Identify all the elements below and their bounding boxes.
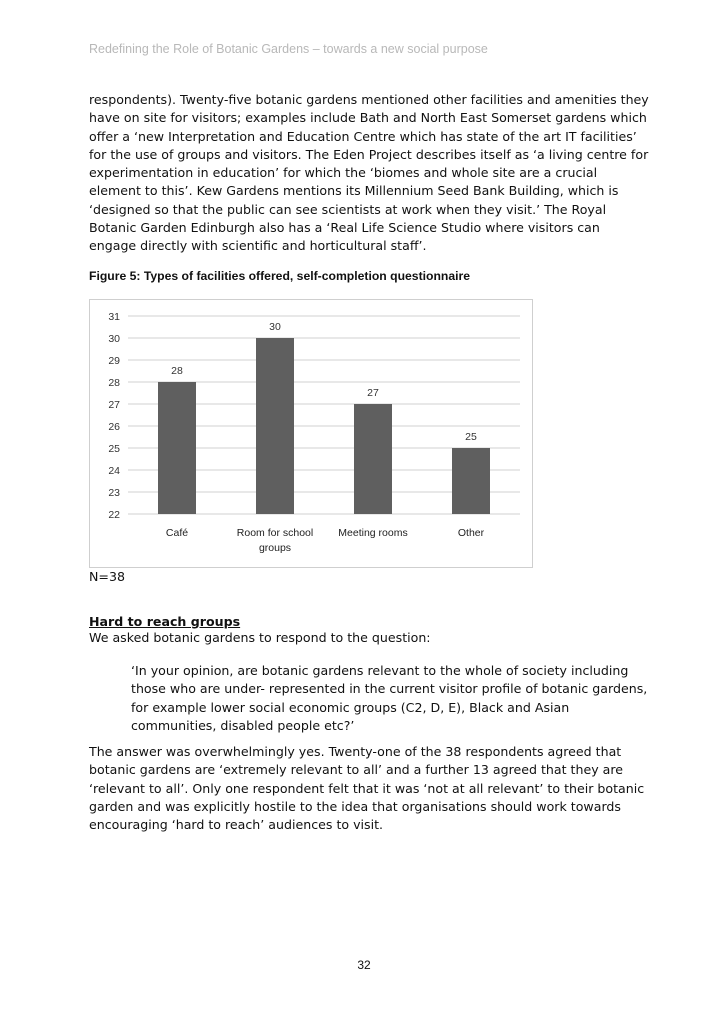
- y-tick-label: 31: [108, 311, 120, 323]
- bar-chart: [89, 299, 533, 568]
- data-label: 25: [465, 431, 477, 443]
- question-lead: We asked botanic gardens to respond to the question:: [89, 630, 431, 645]
- x-category-label-line: Meeting rooms: [338, 527, 408, 539]
- figure-caption: Figure 5: Types of facilities offered, self-completion questionnaire: [89, 269, 471, 283]
- page-number: 32: [357, 958, 371, 972]
- bar: [452, 448, 490, 514]
- x-category-label: [166, 527, 188, 539]
- x-category-label: [338, 527, 407, 539]
- x-category-label-line: groups: [258, 542, 292, 554]
- x-category-label-line: Café: [165, 527, 189, 539]
- x-category-label: [237, 527, 313, 554]
- bar: [354, 404, 392, 514]
- data-label: 28: [171, 365, 183, 377]
- y-tick-label: 30: [108, 333, 120, 345]
- bar: [158, 382, 196, 514]
- y-tick-label: 26: [108, 421, 120, 433]
- x-category-label: [458, 527, 485, 539]
- data-label: 27: [367, 387, 379, 399]
- answer-paragraph: The answer was overwhelmingly yes. Twenty-one of the 38 respondents agreed that botanic gardens are ‘extremely relevant to all’ and a further 13 agreed that they are ‘relevant to all’. Only one respondent felt that it was ‘not at all relevant’ to their botanic garden and was explicitly hostile to the idea that organisations should work towards encouraging ‘hard to reach’ audiences to visit.: [89, 744, 645, 833]
- sample-size-label: N=38: [89, 569, 125, 584]
- y-tick-label: 23: [108, 487, 120, 499]
- x-category-label-line: Room for school: [236, 527, 314, 539]
- data-label: 30: [269, 321, 281, 333]
- intro-paragraph: respondents). Twenty-five botanic gardens mentioned other facilities and amenities they have on site for visitors; examples include Bath and North East Somerset gardens which offer a ‘new Interpretation and Education Centre which has state of the art IT facilities’ for the use of groups and visitors. The Eden Project describes itself as ‘a living centre for experimentation in education’ for which the ‘biomes and whole site are a crucial element to this’. Kew Gardens mentions its Millennium Seed Bank Building, which is ‘designed so that the public can see scientists at work when they visit.’ The Royal Botanic Garden Edinburgh also has a ‘Real Life Science Studio where visitors can engage directly with scientific and horticultural staff’.: [89, 92, 649, 254]
- x-category-label-line: Other: [457, 527, 485, 539]
- y-tick-label: 29: [108, 355, 120, 367]
- y-tick-label: 28: [108, 377, 120, 389]
- y-tick-label: 27: [108, 399, 120, 411]
- running-header: Redefining the Role of Botanic Gardens – towards a new social purpose: [89, 42, 488, 56]
- bar: [256, 338, 294, 514]
- y-tick-label: 25: [108, 443, 120, 455]
- section-heading: Hard to reach groups: [89, 614, 241, 629]
- y-tick-label: 22: [108, 509, 120, 521]
- survey-question-quote: ‘In your opinion, are botanic gardens relevant to the whole of society including those who are under- represented in the current visitor profile of botanic gardens, for example lower social economic groups (C2, D, E), Black and Asian communities, disabled people etc?’: [131, 663, 648, 733]
- y-tick-label: 24: [108, 465, 120, 477]
- bar-chart-svg: [90, 300, 532, 567]
